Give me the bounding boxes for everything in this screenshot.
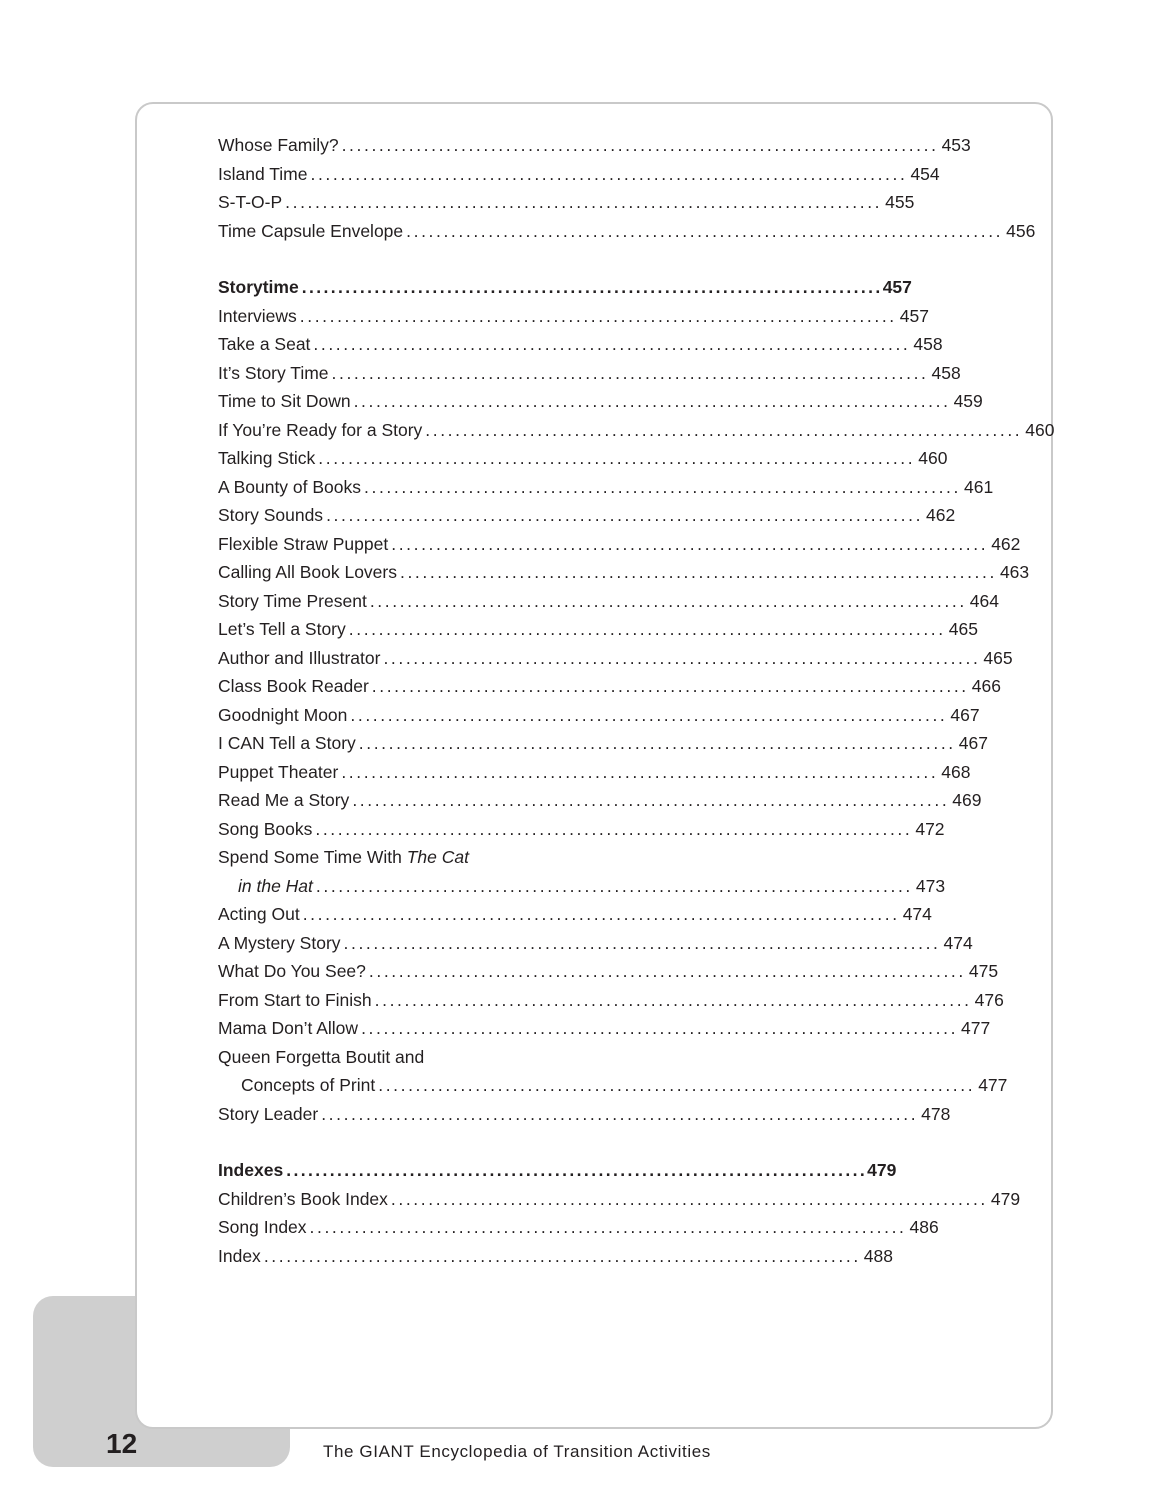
dot-leader: ................................................................................ bbox=[425, 419, 1023, 440]
footer-book-title: The GIANT Encyclopedia of Transition Activities bbox=[323, 1442, 711, 1461]
toc-entry-page: 478 bbox=[921, 1103, 951, 1124]
dot-leader: ................................................................................ bbox=[350, 704, 948, 725]
toc-entry-title: Time Capsule Envelope bbox=[218, 220, 404, 241]
toc-entry-queen-line2[interactable] bbox=[218, 1071, 1008, 1100]
toc-section-page: 479 bbox=[867, 1160, 897, 1180]
toc-entry-page: 475 bbox=[968, 961, 999, 981]
toc-entry[interactable] bbox=[218, 786, 982, 815]
toc-entry-page: 486 bbox=[909, 1217, 939, 1237]
toc-entry-page: 477 bbox=[978, 1075, 1008, 1095]
dot-leader: ................................................................................ bbox=[341, 135, 939, 155]
toc-entry-title: Whose Family? bbox=[218, 135, 339, 155]
toc-entry-title: Take a Seat bbox=[218, 334, 311, 354]
dot-leader: ................................................................................ bbox=[374, 989, 972, 1010]
toc-entry-queen-line1[interactable] bbox=[218, 1043, 550, 1072]
toc-entry-title: Author and Illustrator bbox=[218, 647, 381, 668]
toc-entry[interactable] bbox=[218, 957, 999, 986]
toc-entry-page: 460 bbox=[1025, 419, 1055, 440]
dot-leader: ................................................................................ bbox=[315, 818, 913, 839]
toc-entry-title: Song Index bbox=[218, 1217, 307, 1237]
toc-group-2 bbox=[218, 302, 1055, 844]
toc-entry-title: What Do You See? bbox=[218, 961, 366, 981]
toc-entry-title: Calling All Book Lovers bbox=[218, 562, 397, 582]
dot-leader: ................................................................................ bbox=[343, 932, 941, 953]
toc-entry-title: Class Book Reader bbox=[218, 676, 369, 696]
toc-entry-title: Story Leader bbox=[218, 1103, 319, 1124]
dot-leader: ................................................................................ bbox=[348, 619, 946, 639]
toc-entry[interactable] bbox=[218, 131, 971, 160]
toc-entry-page: 472 bbox=[915, 818, 945, 839]
toc-entry-title: A Bounty of Books bbox=[218, 476, 362, 497]
toc-entry-page: 458 bbox=[913, 334, 943, 354]
dot-leader: ................................................................................ bbox=[391, 533, 989, 554]
toc-entry-page: 488 bbox=[863, 1245, 893, 1266]
dot-leader: ................................................................................ bbox=[390, 1188, 988, 1209]
toc-entry[interactable] bbox=[218, 1213, 939, 1242]
dot-leader: ................................................................................ bbox=[341, 761, 939, 782]
toc-entry-page: 467 bbox=[958, 733, 988, 753]
dot-leader: ................................................................................ bbox=[369, 590, 967, 611]
toc-entry[interactable] bbox=[218, 1242, 893, 1271]
toc-entry-title-italic: The Cat bbox=[406, 847, 469, 867]
toc-entry[interactable] bbox=[218, 1185, 1021, 1214]
toc-entry-page: 467 bbox=[950, 704, 980, 725]
toc-entry[interactable] bbox=[218, 444, 948, 473]
toc-entry-title: S-T-O-P bbox=[218, 192, 283, 212]
toc-entry-page: 477 bbox=[961, 1018, 991, 1038]
toc-entry-title-italic: in the Hat bbox=[238, 875, 313, 896]
dot-leader: ................................................................................ bbox=[353, 391, 951, 411]
toc-entry[interactable] bbox=[218, 530, 1021, 559]
toc-entry[interactable] bbox=[218, 330, 943, 359]
toc-entry-story-leader[interactable] bbox=[218, 1100, 951, 1129]
toc-entry-page: 465 bbox=[948, 619, 978, 639]
toc-entry-page: 455 bbox=[885, 192, 915, 212]
toc-entry-title: Read Me a Story bbox=[218, 790, 350, 810]
dot-leader: ................................................................................ bbox=[286, 1160, 868, 1180]
table-of-contents bbox=[218, 131, 1055, 1270]
toc-entry-page: 474 bbox=[943, 932, 973, 953]
toc-entry-title: Children’s Book Index bbox=[218, 1188, 388, 1209]
toc-entry-page: 459 bbox=[953, 391, 983, 411]
toc-entry[interactable] bbox=[218, 644, 1013, 673]
toc-entry-page: 464 bbox=[969, 590, 999, 611]
toc-entry-page: 476 bbox=[974, 989, 1004, 1010]
page-number: 12 bbox=[106, 1428, 138, 1459]
toc-entry-title: Concepts of Print bbox=[241, 1075, 376, 1095]
toc-entry[interactable] bbox=[218, 929, 973, 958]
toc-entry[interactable] bbox=[218, 815, 945, 844]
toc-entry-title: Song Books bbox=[218, 818, 313, 839]
dot-leader: ................................................................................ bbox=[299, 305, 897, 326]
dot-leader: ................................................................................ bbox=[361, 1018, 959, 1038]
toc-entry-page: 469 bbox=[952, 790, 982, 810]
toc-entry-page: 463 bbox=[999, 562, 1030, 582]
dot-leader: ................................................................................ bbox=[378, 1075, 976, 1095]
dot-leader: ................................................................................ bbox=[315, 875, 913, 896]
toc-entry[interactable] bbox=[218, 672, 1001, 701]
toc-entry-page: 479 bbox=[990, 1188, 1021, 1209]
toc-entry-title: Story Time Present bbox=[218, 590, 367, 611]
toc-entry[interactable] bbox=[218, 501, 956, 530]
dot-leader: ................................................................................ bbox=[352, 790, 950, 810]
toc-entry[interactable] bbox=[218, 473, 994, 502]
toc-entry-page: 462 bbox=[991, 533, 1021, 554]
dot-leader: ................................................................................ bbox=[321, 1103, 919, 1124]
toc-entry[interactable] bbox=[218, 986, 1004, 1015]
toc-entry-title: Story Sounds bbox=[218, 505, 324, 525]
toc-entry-title: Island Time bbox=[218, 163, 308, 184]
toc-entry-page: 453 bbox=[941, 135, 971, 155]
toc-entry-cat-hat-line1[interactable] bbox=[218, 843, 550, 872]
dot-leader: ................................................................................ bbox=[326, 505, 924, 525]
toc-entry[interactable] bbox=[218, 217, 1036, 246]
toc-entry-title: If You’re Ready for a Story bbox=[218, 419, 423, 440]
toc-entry-title: Spend Some Time With bbox=[218, 847, 407, 867]
toc-entry[interactable] bbox=[218, 302, 929, 331]
dot-leader: ................................................................................ bbox=[383, 647, 981, 668]
toc-entry[interactable] bbox=[218, 1014, 991, 1043]
section-gap bbox=[218, 245, 550, 273]
dot-leader: ................................................................................ bbox=[358, 733, 956, 753]
toc-section-title: Storytime bbox=[218, 277, 299, 297]
toc-entry-cat-hat-line2[interactable] bbox=[218, 872, 946, 901]
toc-entry-title: Talking Stick bbox=[218, 448, 316, 468]
toc-entry[interactable] bbox=[218, 729, 988, 758]
toc-section-storytime[interactable] bbox=[218, 273, 912, 302]
dot-leader: ................................................................................ bbox=[331, 362, 929, 383]
toc-entry-title: Interviews bbox=[218, 305, 297, 326]
dot-leader: ................................................................................ bbox=[406, 220, 1004, 241]
toc-entry-title: Let’s Tell a Story bbox=[218, 619, 346, 639]
toc-entry-page: 454 bbox=[910, 163, 940, 184]
toc-entry[interactable] bbox=[218, 188, 915, 217]
toc-entry[interactable] bbox=[218, 416, 1055, 445]
toc-entry-title: Flexible Straw Puppet bbox=[218, 533, 389, 554]
toc-group-1 bbox=[218, 131, 1036, 245]
toc-entry-page: 462 bbox=[926, 505, 956, 525]
toc-section-indexes[interactable] bbox=[218, 1156, 897, 1185]
toc-entry[interactable] bbox=[218, 387, 983, 416]
toc-entry-page: 465 bbox=[983, 647, 1013, 668]
dot-leader: ................................................................................ bbox=[318, 448, 916, 468]
toc-entry-title: Mama Don’t Allow bbox=[218, 1018, 359, 1038]
dot-leader: ................................................................................ bbox=[285, 192, 883, 212]
toc-entry-title: Time to Sit Down bbox=[218, 391, 351, 411]
toc-entry-page: 468 bbox=[941, 761, 971, 782]
toc-entry[interactable] bbox=[218, 615, 978, 644]
toc-entry-page: 456 bbox=[1006, 220, 1036, 241]
toc-entry-title: It’s Story Time bbox=[218, 362, 329, 383]
toc-entry[interactable] bbox=[218, 558, 1030, 587]
toc-entry-page: 457 bbox=[899, 305, 929, 326]
dot-leader: ................................................................................ bbox=[310, 163, 908, 184]
dot-leader: ................................................................................ bbox=[313, 334, 911, 354]
toc-entry[interactable] bbox=[218, 359, 961, 388]
toc-group-3 bbox=[218, 900, 1004, 1043]
dot-leader: ................................................................................ bbox=[263, 1245, 861, 1266]
dot-leader: ................................................................................ bbox=[301, 277, 883, 297]
dot-leader: ................................................................................ bbox=[371, 676, 969, 696]
toc-entry[interactable] bbox=[218, 160, 940, 189]
toc-entry-page: 458 bbox=[931, 362, 961, 383]
toc-entry-title: Acting Out bbox=[218, 904, 300, 924]
dot-leader: ................................................................................ bbox=[302, 904, 900, 924]
dot-leader: ................................................................................ bbox=[309, 1217, 907, 1237]
toc-entry-title: Goodnight Moon bbox=[218, 704, 348, 725]
toc-section-title: Indexes bbox=[218, 1160, 284, 1180]
dot-leader: ................................................................................ bbox=[364, 476, 961, 497]
toc-entry-title: Index bbox=[218, 1245, 261, 1266]
toc-entry[interactable] bbox=[218, 758, 971, 787]
toc-entry-title: Puppet Theater bbox=[218, 761, 339, 782]
toc-entry-title: From Start to Finish bbox=[218, 989, 372, 1010]
dot-leader: ................................................................................ bbox=[399, 562, 997, 582]
toc-entry[interactable] bbox=[218, 587, 999, 616]
toc-entry-page: 466 bbox=[971, 676, 1001, 696]
toc-entry-page: 474 bbox=[902, 904, 932, 924]
toc-entry-title: Queen Forgetta Boutit and bbox=[218, 1046, 425, 1067]
toc-group-4 bbox=[218, 1185, 1021, 1271]
toc-section-page: 457 bbox=[882, 277, 912, 297]
toc-entry-title: I CAN Tell a Story bbox=[218, 733, 356, 753]
toc-entry-page: 473 bbox=[915, 875, 946, 896]
toc-entry[interactable] bbox=[218, 701, 980, 730]
toc-entry-page: 460 bbox=[918, 448, 948, 468]
toc-entry-title: A Mystery Story bbox=[218, 932, 341, 953]
section-gap bbox=[218, 1128, 550, 1156]
dot-leader: ................................................................................ bbox=[368, 961, 966, 981]
toc-entry[interactable] bbox=[218, 900, 932, 929]
toc-entry-page: 461 bbox=[963, 476, 994, 497]
